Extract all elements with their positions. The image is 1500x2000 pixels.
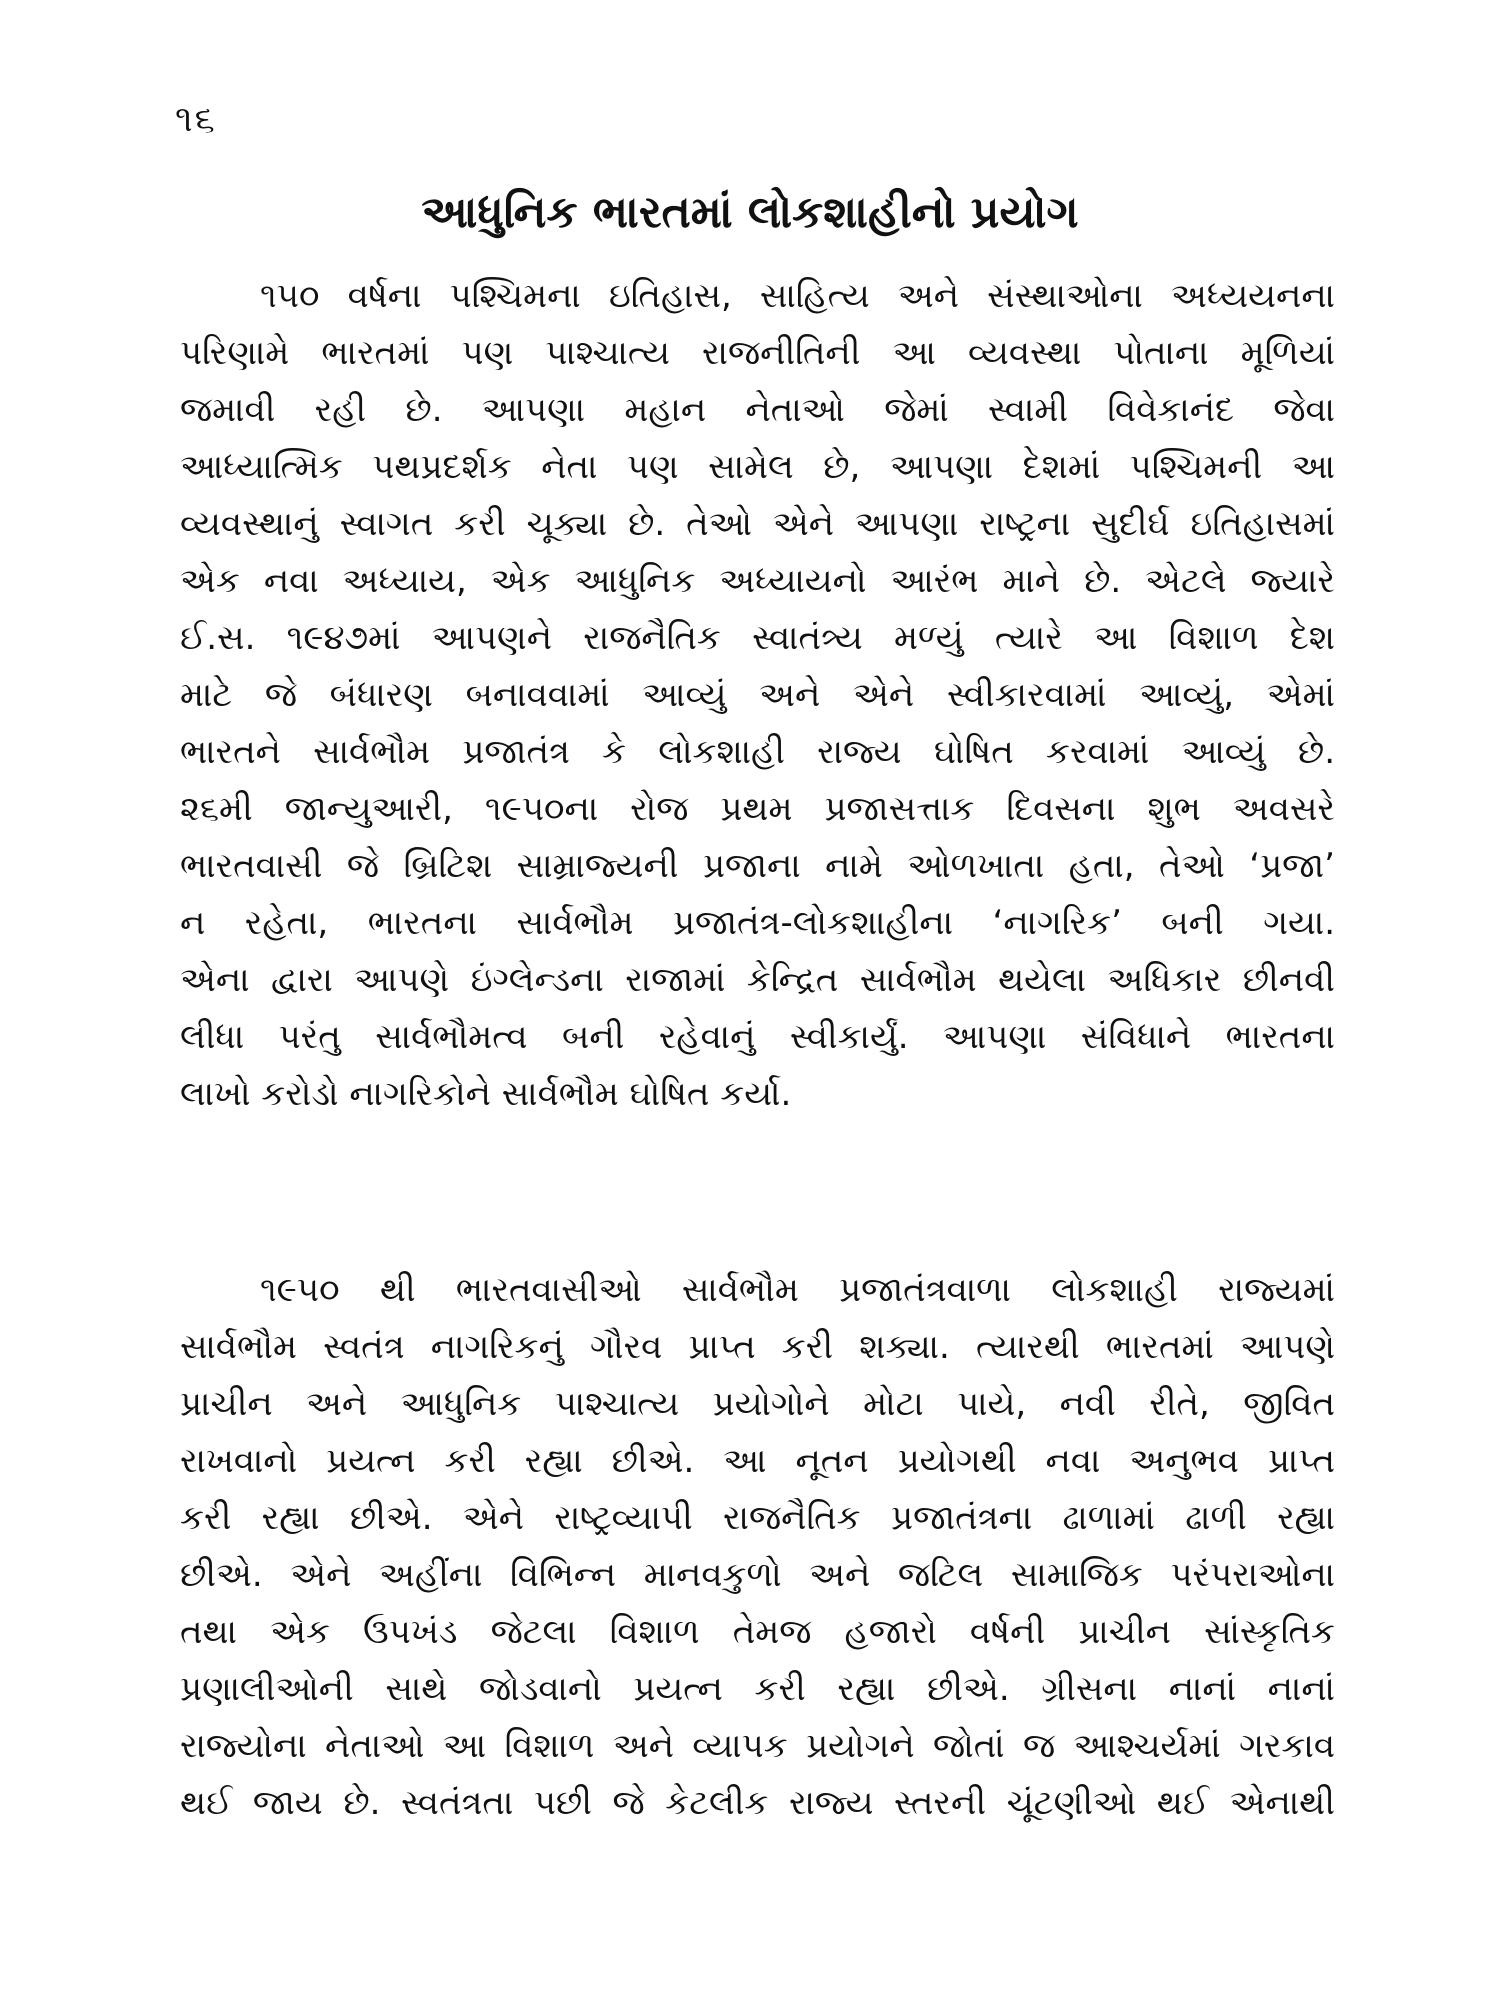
text-line: ન રહેતા, ભારતના સાર્વભૌમ પ્રજાતંત્ર-લોકશાહીના ‘નાગરિક’ બની ગયા. [180,903,1335,943]
text-line: ઈ.સ. ૧૯૪૭માં આપણને રાજનૈતિક સ્વાતંત્ર્ય મળ્યું ત્યારે આ વિશાળ દેશ [180,618,1335,658]
text-line: ૧૫૦ વર્ષના પશ્ચિમના ઇતિહાસ, સાહિત્ય અને સંસ્થાઓના અધ્યયનના [260,276,1335,316]
text-line: થઈ જાય છે. સ્વતંત્રતા પછી જે કેટલીક રાજ્ય સ્તરની ચૂંટણીઓ થઈ એનાથી [180,1783,1335,1823]
paragraph-1 [180,268,1335,1123]
text-line: રાખવાનો પ્રયત્ન કરી રહ્યા છીએ. આ નૂતન પ્રયોગથી નવા અનુભવ પ્રાપ્ત [180,1441,1335,1481]
text-line: ૨૬મી જાન્યુઆરી, ૧૯૫૦ના રોજ પ્રથમ પ્રજાસત્તાક દિવસના શુભ અવસરે [180,789,1335,829]
text-line: એક નવા અધ્યાય, એક આધુનિક અધ્યાયનો આરંભ માને છે. એટલે જ્યારે [180,561,1335,601]
text-line: માટે જે બંધારણ બનાવવામાં આવ્યું અને એને સ્વીકારવામાં આવ્યું, એમાં [180,675,1335,715]
text-line: ભારતવાસી જે બ્રિટિશ સામ્રાજ્યની પ્રજાના નામે ઓળખાતા હતા, તેઓ ‘પ્રજા’ [180,846,1335,886]
text-line: લીધા પરંતુ સાર્વભૌમત્વ બની રહેવાનું સ્વીકાર્યું. આપણા સંવિધાને ભારતના [180,1017,1335,1057]
text-line: ૧૯૫૦ થી ભારતવાસીઓ સાર્વભૌમ પ્રજાતંત્રવાળા લોકશાહી રાજ્યમાં [260,1270,1335,1310]
text-line: ભારતને સાર્વભૌમ પ્રજાતંત્ર કે લોકશાહી રાજ્ય ઘોષિત કરવામાં આવ્યું છે. [180,732,1335,772]
text-line: રાજ્યોના નેતાઓ આ વિશાળ અને વ્યાપક પ્રયોગને જોતાં જ આશ્ચર્યમાં ગરકાવ [180,1726,1335,1766]
text-line: પરિણામે ભારતમાં પણ પાશ્ચાત્ય રાજનીતિની આ વ્યવસ્થા પોતાના મૂળિયાં [180,333,1335,373]
paragraph-2 [180,1262,1335,1832]
text-line: છીએ. એને અહીંના વિભિન્ન માનવકુળો અને જટિલ સામાજિક પરંપરાઓના [180,1555,1335,1595]
text-line: વ્યવસ્થાનું સ્વાગત કરી ચૂક્યા છે. તેઓ એને આપણા રાષ્ટ્રના સુદીર્ઘ ઇતિહાસમાં [180,504,1335,544]
text-line: એના દ્વારા આપણે ઇંગ્લેન્ડના રાજામાં કેન્દ્રિત સાર્વભૌમ થયેલા અધિકાર છીનવી [180,960,1335,1000]
text-line: જમાવી રહી છે. આપણા મહાન નેતાઓ જેમાં સ્વામી વિવેકાનંદ જેવા [180,390,1335,430]
text-line: આધ્યાત્મિક પથપ્રદર્શક નેતા પણ સામેલ છે, આપણા દેશમાં પશ્ચિમની આ [180,447,1335,487]
text-line: પ્રાચીન અને આધુનિક પાશ્ચાત્ય પ્રયોગોને મોટા પાયે, નવી રીતે, જીવિત [180,1384,1335,1424]
text-line: કરી રહ્યા છીએ. એને રાષ્ટ્રવ્યાપી રાજનૈતિક પ્રજાતંત્રના ઢાળામાં ઢાળી રહ્યા [180,1498,1335,1538]
text-line: પ્રણાલીઓની સાથે જોડવાનો પ્રયત્ન કરી રહ્યા છીએ. ગ્રીસના નાનાં નાનાં [180,1669,1335,1709]
page-number: ૧૬ [175,99,217,140]
text-line: લાખો કરોડો નાગરિકોને સાર્વભૌમ ઘોષિત કર્યા. [180,1074,792,1114]
text-line: તથા એક ઉપખંડ જેટલા વિશાળ તેમજ હજારો વર્ષની પ્રાચીન સાંસ્કૃતિક [180,1612,1335,1652]
text-line: સાર્વભૌમ સ્વતંત્ર નાગરિકનું ગૌરવ પ્રાપ્ત કરી શક્યા. ત્યારથી ભારતમાં આપણે [180,1327,1335,1367]
chapter-title: આધુનિક ભારતમાં લોકશાહીનો પ્રયોગ [421,187,1079,238]
